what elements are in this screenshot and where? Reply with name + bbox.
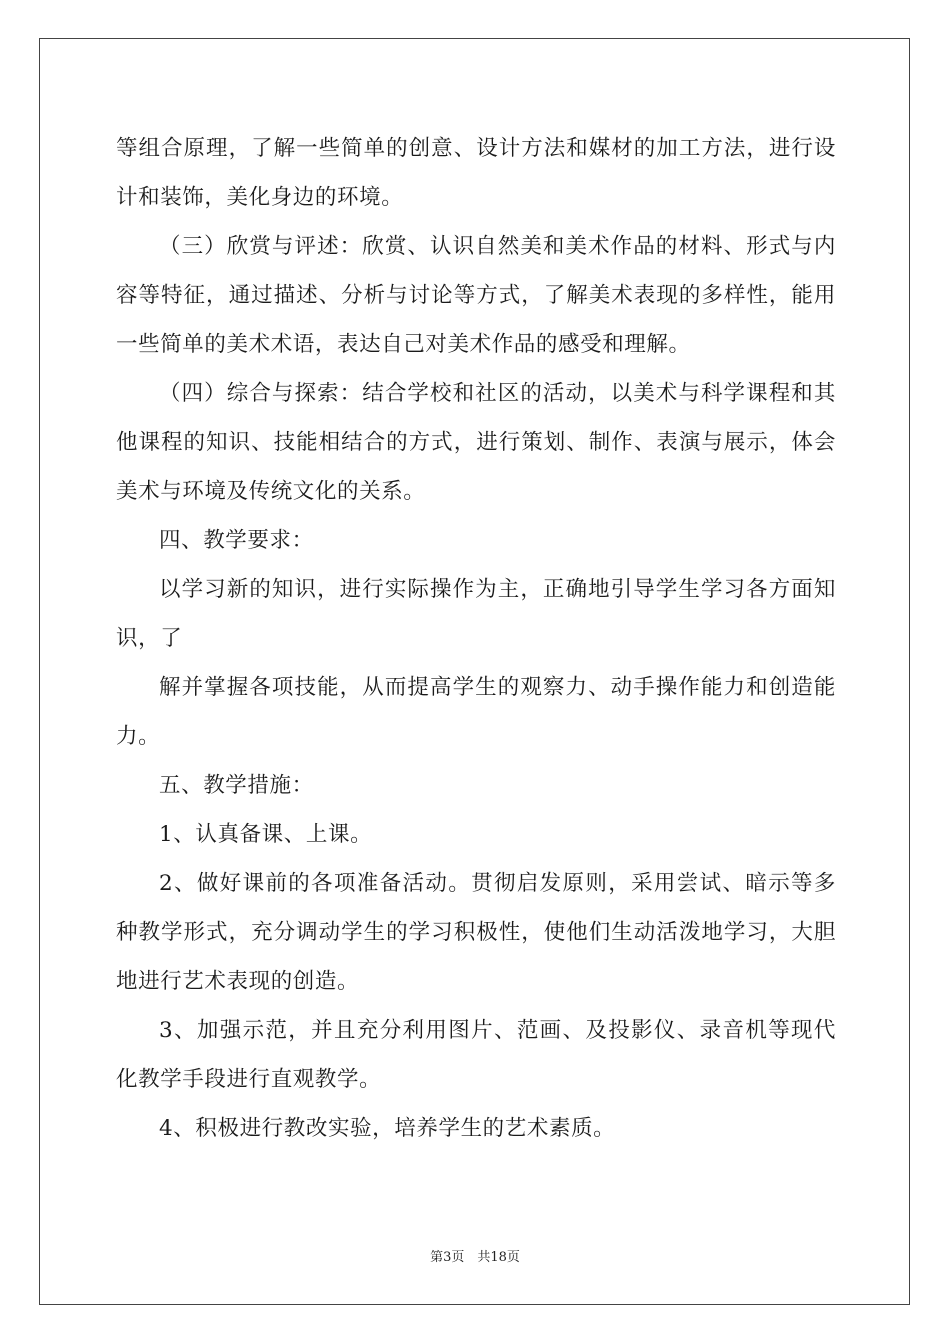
document-body (116, 124, 836, 1153)
section-heading-4: 四、教学要求： (159, 528, 314, 553)
list-item-4: 4、积极进行教改实验，培养学生的艺术素质。 (159, 1116, 616, 1141)
paragraph-2: （三）欣赏与评述：欣赏、认识自然美和美术作品的材料、形式与内容等特征，通过描述、分析与讨论等方式，了解美术表现的多样性，能用一些简单的美术术语，表达自己对美术作品的感受和理解。 (116, 234, 836, 357)
paragraph-5: 以学习新的知识，进行实际操作为主，正确地引导学生学习各方面知识，了 (116, 577, 836, 651)
list-item-3: 3、加强示范，并且充分利用图片、范画、及投影仪、录音机等现代化教学手段进行直观教学。 (116, 1018, 836, 1092)
page-footer: 第3页 共18页 (430, 1250, 520, 1265)
paragraph-1: 等组合原理，了解一些简单的创意、设计方法和媒材的加工方法，进行设计和装饰，美化身边的环境。 (116, 136, 836, 210)
list-item-2: 2、做好课前的各项准备活动。贯彻启发原则，采用尝试、暗示等多种教学形式，充分调动学生的学习积极性，使他们生动活泼地学习，大胆地进行艺术表现的创造。 (116, 871, 836, 994)
paragraph-6: 解并掌握各项技能，从而提高学生的观察力、动手操作能力和创造能力。 (116, 675, 836, 749)
section-heading-5: 五、教学措施： (159, 773, 314, 798)
paragraph-3: （四）综合与探索：结合学校和社区的活动，以美术与科学课程和其他课程的知识、技能相结合的方式，进行策划、制作、表演与展示，体会美术与环境及传统文化的关系。 (116, 381, 836, 504)
list-item-1: 1、认真备课、上课。 (159, 822, 373, 847)
